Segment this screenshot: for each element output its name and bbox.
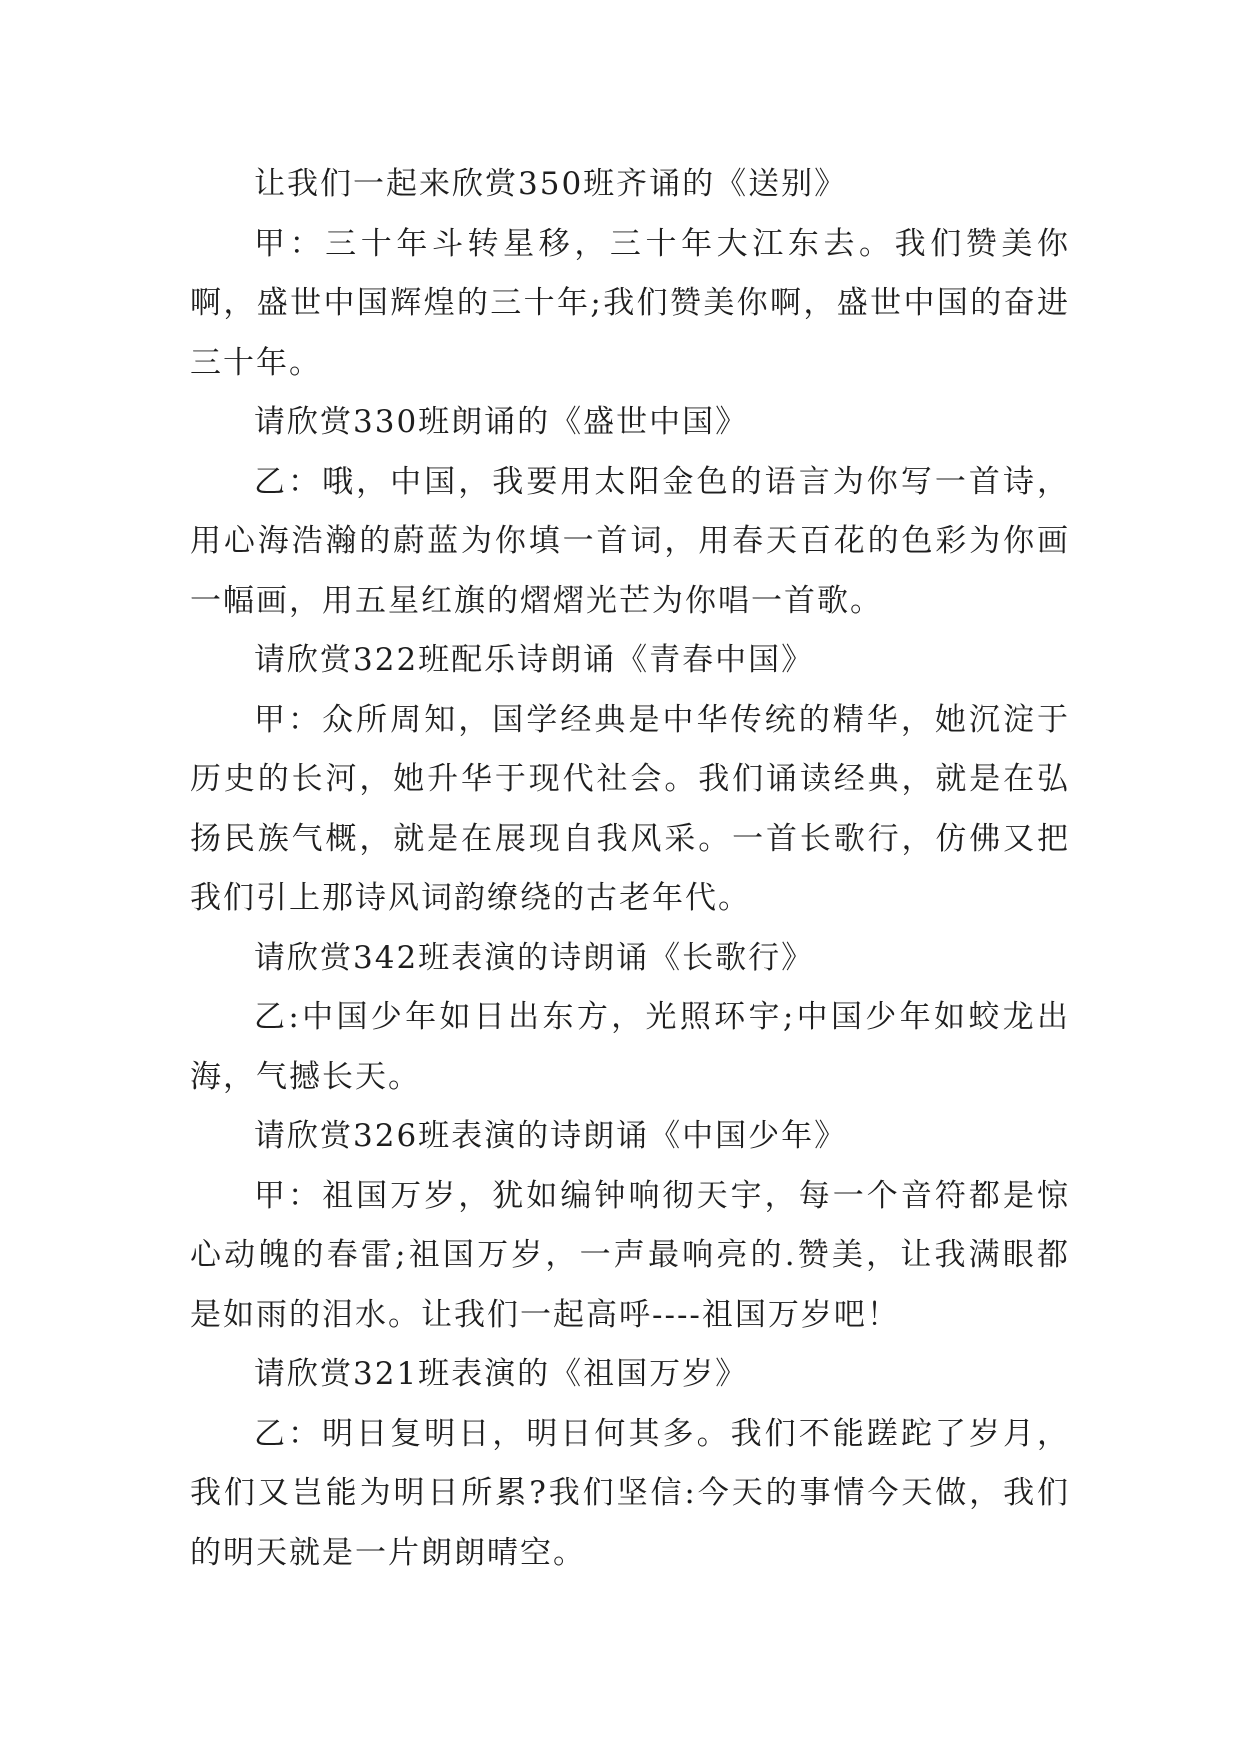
paragraph-host-jia-1: 甲：三十年斗转星移，三十年大江东去。我们赞美你啊，盛世中国辉煌的三十年;我们赞美你啊，盛世中国的奋进三十年。 bbox=[190, 225, 1070, 381]
paragraph-intro-350: 让我们一起来欣赏350班齐诵的《送别》 bbox=[254, 166, 848, 202]
paragraph-host-jia-3: 甲：祖国万岁，犹如编钟响彻天宇，每一个音符都是惊心动魄的春雷;祖国万岁，一声最响亮的.赞美，让我满眼都是如雨的泪水。让我们一起高呼----祖国万岁吧！ bbox=[190, 1177, 1070, 1333]
paragraph-intro-321: 请欣赏321班表演的《祖国万岁》 bbox=[254, 1356, 749, 1392]
paragraph-intro-326: 请欣赏326班表演的诗朗诵《中国少年》 bbox=[254, 1118, 848, 1154]
paragraph-host-yi-1: 乙：哦，中国，我要用太阳金色的语言为你写一首诗，用心海浩瀚的蔚蓝为你填一首词，用春天百花的色彩为你画一幅画，用五星红旗的熠熠光芒为你唱一首歌。 bbox=[190, 463, 1070, 619]
paragraph-intro-342: 请欣赏342班表演的诗朗诵《长歌行》 bbox=[254, 939, 815, 976]
paragraph-host-yi-3: 乙：明日复明日，明日何其多。我们不能蹉跎了岁月，我们又岂能为明日所累?我们坚信:今天的事情今天做，我们的明天就是一片朗朗晴空。 bbox=[190, 1415, 1070, 1571]
paragraph-host-yi-2: 乙:中国少年如日出东方，光照环宇;中国少年如蛟龙出海，气撼长天。 bbox=[190, 999, 1070, 1095]
document-body bbox=[190, 155, 1070, 1583]
paragraph-intro-330: 请欣赏330班朗诵的《盛世中国》 bbox=[254, 404, 749, 440]
paragraph-intro-322: 请欣赏322班配乐诗朗诵《青春中国》 bbox=[254, 642, 815, 678]
paragraph-host-jia-2: 甲：众所周知，国学经典是中华传统的精华，她沉淀于历史的长河，她升华于现代社会。我们诵读经典，就是在弘扬民族气概，就是在展现自我风采。一首长歌行，仿佛又把我们引上那诗风词韵缭绕的古老年代。 bbox=[190, 701, 1070, 916]
